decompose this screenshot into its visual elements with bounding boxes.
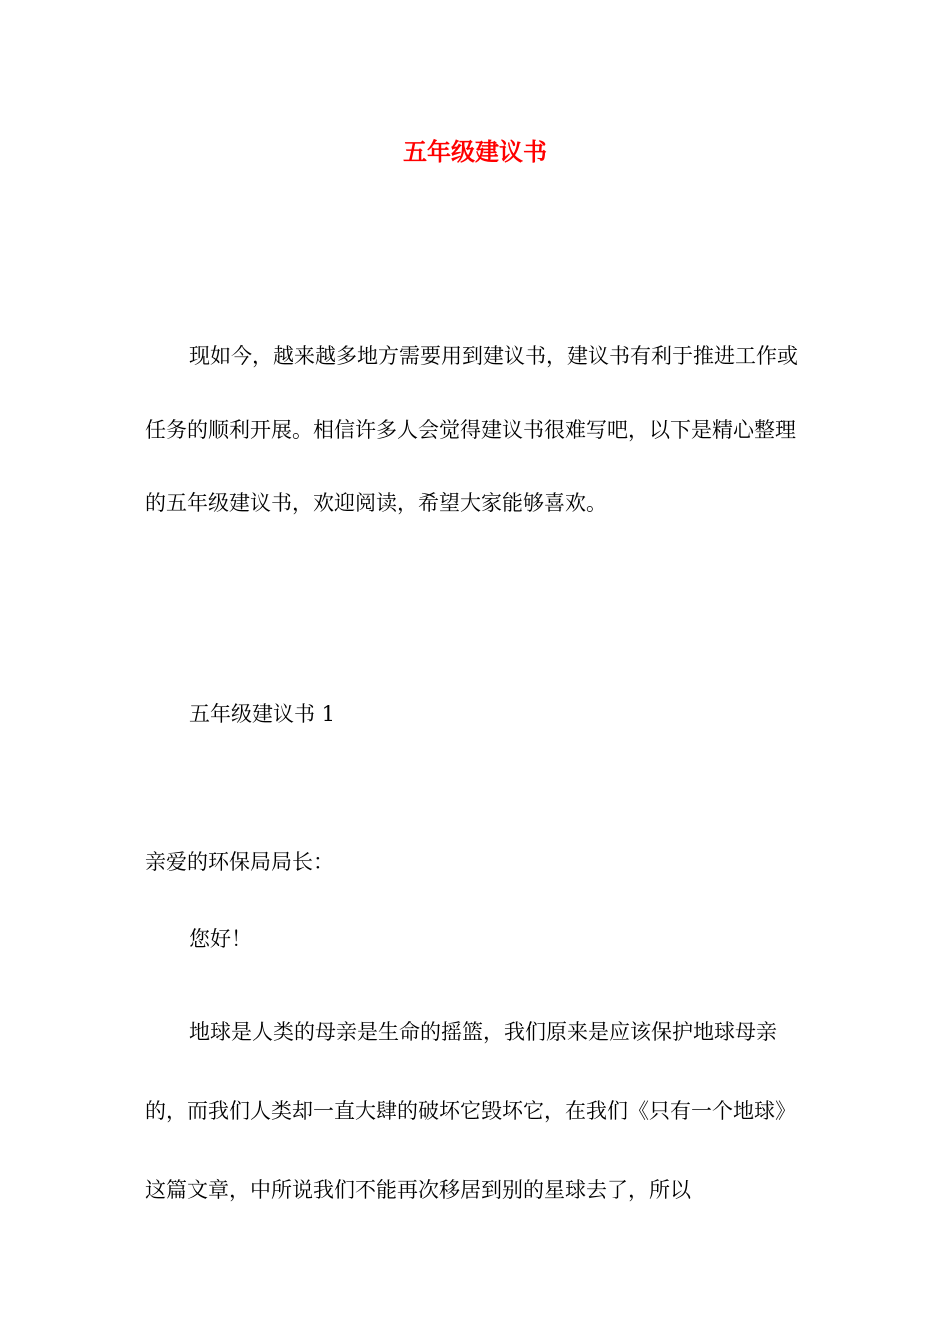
letter-body-paragraph: 地球是人类的母亲是生命的摇篮，我们原来是应该保护地球母亲的，而我们人类却一直大肆的破坏它毁坏它，在我们《只有一个地球》这篇文章，中所说我们不能再次移居到别的星球去了，所以 [145, 1020, 796, 1202]
letter-salutation: 亲爱的环保局局长： [145, 850, 334, 874]
page-title: 五年级建议书 [403, 137, 547, 166]
section-heading: 五年级建议书 1 [189, 702, 336, 726]
letter-greeting: 您好！ [189, 927, 252, 951]
intro-paragraph: 现如今，越来越多地方需要用到建议书，建议书有利于推进工作或任务的顺利开展。相信许多人会觉得建议书很难写吧，以下是精心整理的五年级建议书，欢迎阅读，希望大家能够喜欢。 [145, 344, 798, 515]
